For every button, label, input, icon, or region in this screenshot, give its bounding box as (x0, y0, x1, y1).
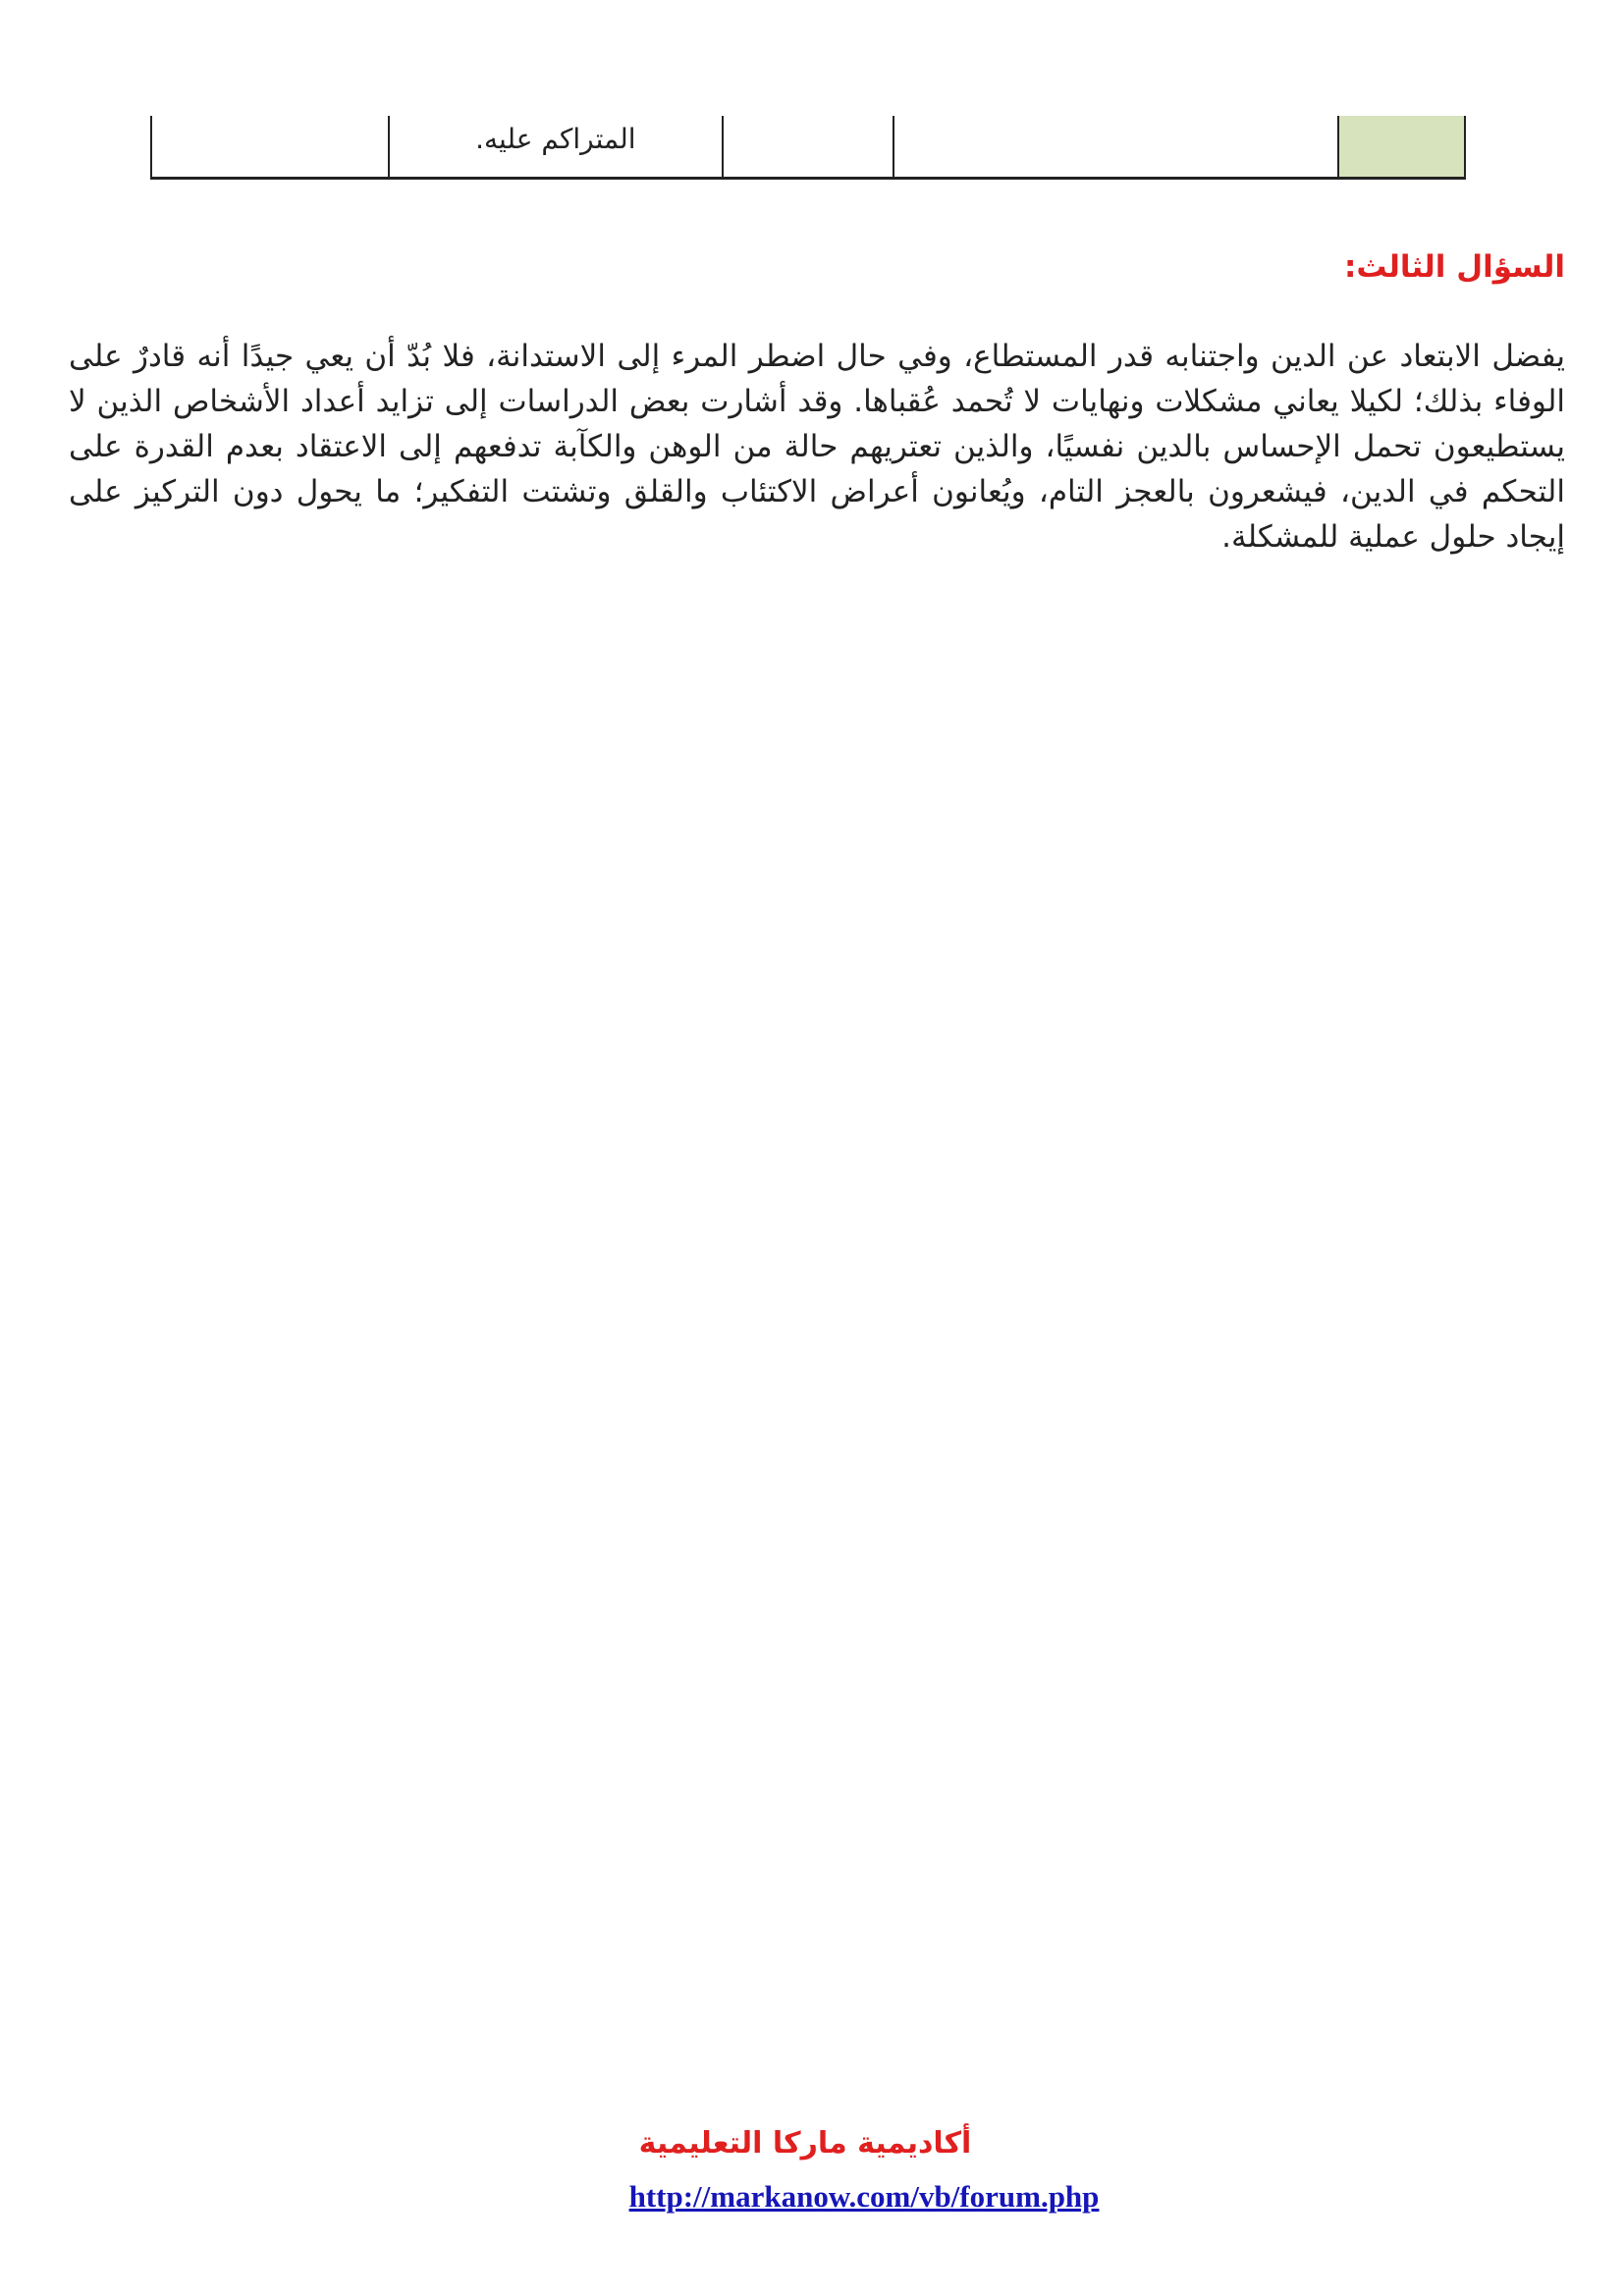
footer-academy-name: أكاديمية ماركا التعليمية (638, 2126, 972, 2161)
question-paragraph: يفضل الابتعاد عن الدين واجتنابه قدر المستطاع، وفي حال اضطر المرء إلى الاستدانة، فلا بُدّ أن يعي جيدًا أنه قادرٌ على الوفاء بذلك؛ لكيلا يعاني مشكلات ونهايات لا تُحمد عُقباها. وقد أشارت بعض الدراسات إلى تزايد أعداد الأشخاص الذين لا يستطيعون تحمل الإحساس بالدين نفسيًا، والذين تعتريهم حالة من الوهن والكآبة تدفعهم إلى الاعتقاد بعدم القدرة على التحكم في الدين، فيشعرون بالعجز التام، ويُعانون أعراض الاكتئاب والقلق وتشتت التفكير؛ ما يحول دون التركيز على إيجاد حلول عملية للمشكلة. (69, 339, 1565, 555)
table-row (151, 116, 1465, 179)
table-cell-accumulated: المتراكم عليه. (389, 116, 722, 179)
footer-forum-link[interactable]: http://markanow.com/vb/forum.php (628, 2179, 1100, 2214)
question-heading: السؤال الثالث: (1344, 249, 1565, 285)
table-cell-4 (893, 116, 1338, 179)
table-cell-highlight (1338, 116, 1465, 179)
table-cell-1 (151, 116, 389, 179)
table-cell-3 (723, 116, 894, 179)
table-fragment (150, 116, 1466, 180)
